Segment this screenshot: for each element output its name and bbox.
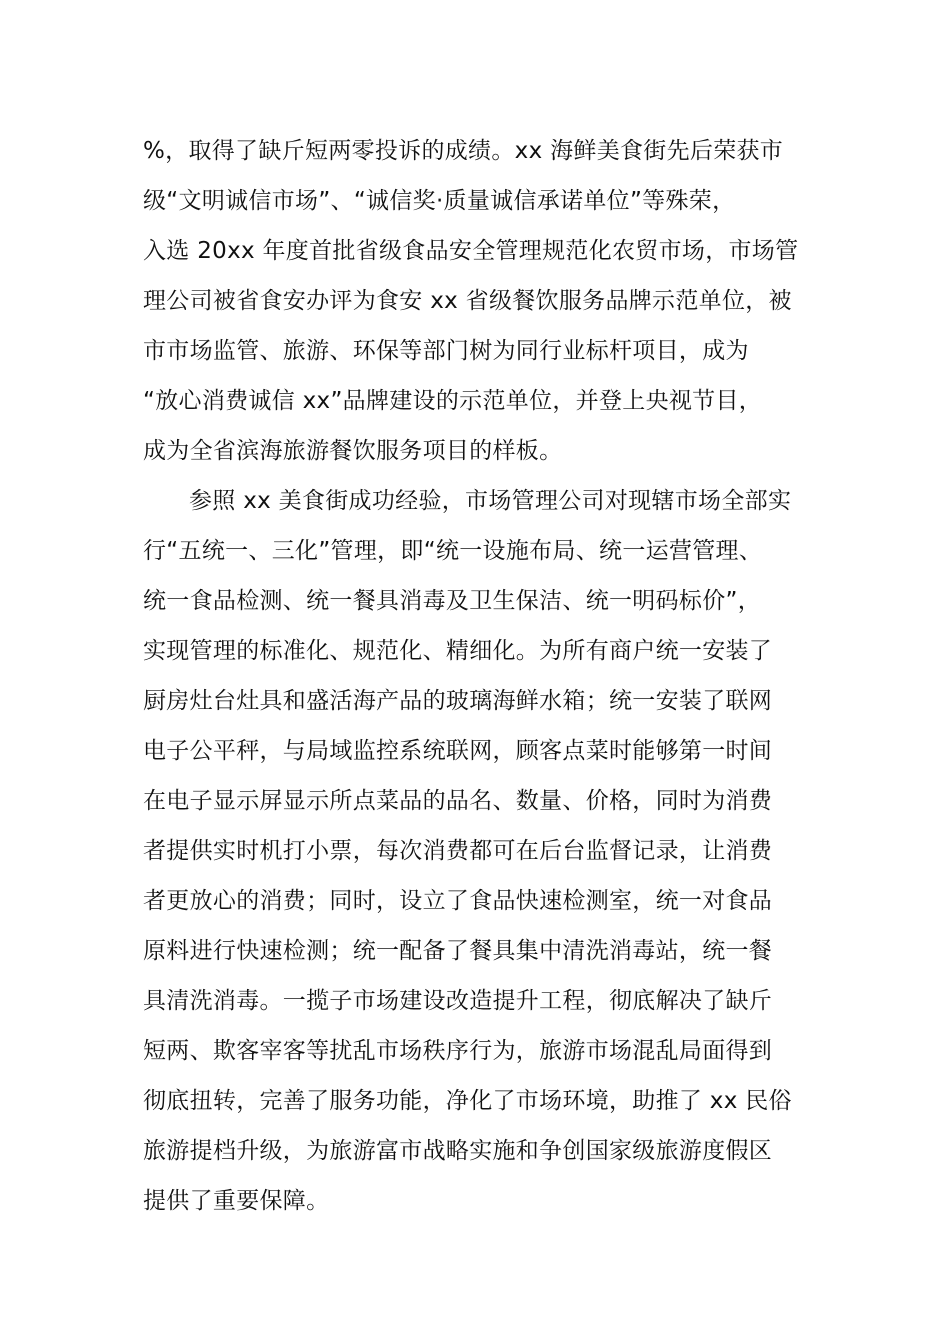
paragraph-1-line-1: %，取得了缺斤短两零投诉的成绩。xx 海鲜美食街先后荣获市 (143, 138, 784, 164)
paragraph-2-line-4: 实现管理的标准化、规范化、精细化。为所有商户统一安装了 (143, 638, 773, 664)
paragraph-2-line-10: 原料进行快速检测；统一配备了餐具集中清洗消毒站，统一餐 (143, 938, 773, 964)
paragraph-2-line-8: 者提供实时机打小票，每次消费都可在后台监督记录，让消费 (143, 838, 773, 864)
paragraph-2-line-1: 参照 xx 美食街成功经验，市场管理公司对现辖市场全部实 (189, 488, 792, 514)
paragraph-1-line-4: 理公司被省食安办评为食安 xx 省级餐饮服务品牌示范单位，被 (143, 288, 792, 314)
paragraph-2-line-13: 彻底扭转，完善了服务功能，净化了市场环境，助推了 xx 民俗 (143, 1088, 792, 1114)
paragraph-1-line-6: “放心消费诚信 xx”品牌建设的示范单位，并登上央视节目， (143, 388, 763, 414)
paragraph-2-line-7: 在电子显示屏显示所点菜品的品名、数量、价格，同时为消费 (143, 788, 773, 814)
paragraph-2-line-5: 厨房灶台灶具和盛活海产品的玻璃海鲜水箱；统一安装了联网 (143, 688, 773, 714)
paragraph-2-line-3: 统一食品检测、统一餐具消毒及卫生保洁、统一明码标价”， (143, 588, 762, 614)
paragraph-2-line-2: 行“五统一、三化”管理，即“统一设施布局、统一运营管理、 (143, 538, 763, 564)
paragraph-1-line-7: 成为全省滨海旅游餐饮服务项目的样板。 (143, 438, 563, 464)
paragraph-2-line-6: 电子公平秤，与局域监控系统联网，顾客点菜时能够第一时间 (143, 738, 773, 764)
paragraph-2-line-12: 短两、欺客宰客等扰乱市场秩序行为，旅游市场混乱局面得到 (143, 1038, 773, 1064)
paragraph-2-line-9: 者更放心的消费；同时，设立了食品快速检测室，统一对食品 (143, 888, 773, 914)
paragraph-2-line-15: 提供了重要保障。 (143, 1188, 330, 1214)
paragraph-2-line-11: 具清洗消毒。一揽子市场建设改造提升工程，彻底解决了缺斤 (143, 988, 773, 1014)
body-text (143, 126, 823, 1226)
paragraph-2-line-14: 旅游提档升级，为旅游富市战略实施和争创国家级旅游度假区 (143, 1138, 773, 1164)
paragraph-1-line-5: 市市场监管、旅游、环保等部门树为同行业标杆项目，成为 (143, 338, 749, 364)
paragraph-1-line-2: 级“文明诚信市场”、“诚信奖·质量诚信承诺单位”等殊荣， (143, 188, 736, 214)
paragraph-1-line-3: 入选 20xx 年度首批省级食品安全管理规范化农贸市场，市场管 (143, 238, 799, 264)
